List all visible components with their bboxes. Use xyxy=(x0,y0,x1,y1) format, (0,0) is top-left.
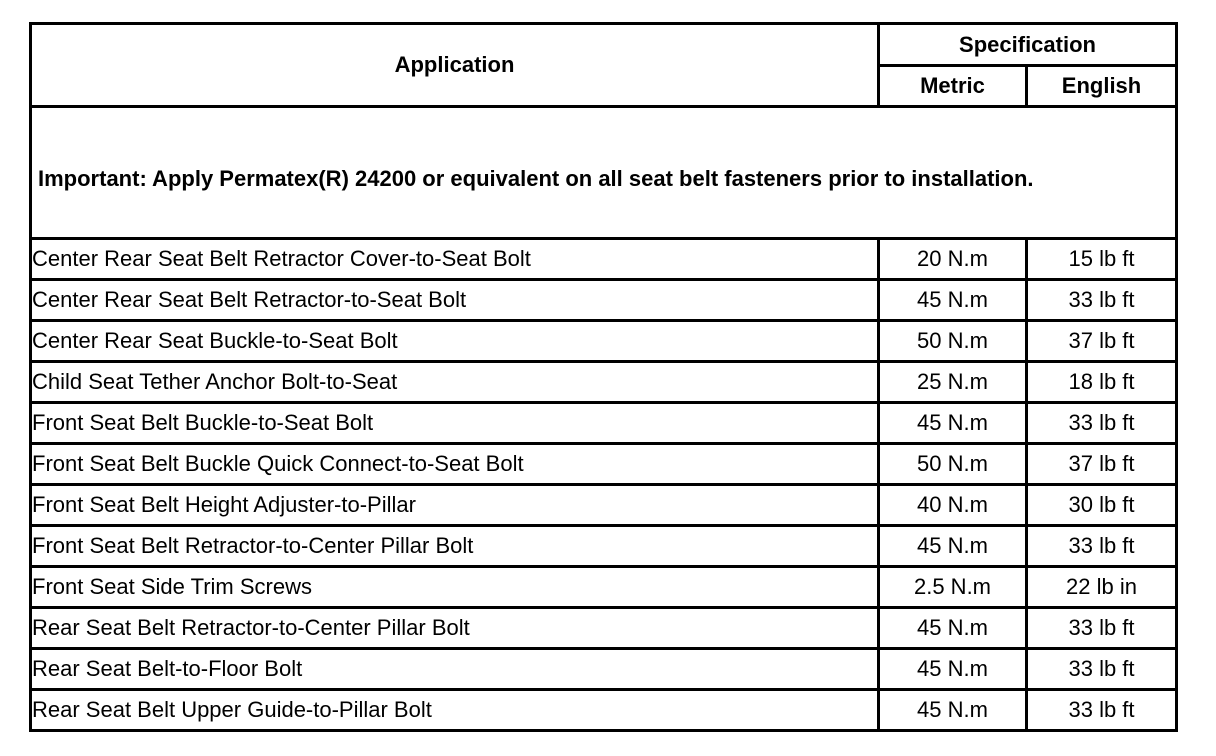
application-cell: Center Rear Seat Belt Retractor-to-Seat Bolt xyxy=(31,280,879,321)
english-cell: 33 lb ft xyxy=(1027,608,1177,649)
table-row xyxy=(31,403,1177,444)
table-row xyxy=(31,362,1177,403)
application-cell: Rear Seat Belt Retractor-to-Center Pillar Bolt xyxy=(31,608,879,649)
table-row xyxy=(31,567,1177,608)
specification-header: Specification xyxy=(879,24,1177,66)
english-cell: 22 lb in xyxy=(1027,567,1177,608)
application-cell: Rear Seat Belt-to-Floor Bolt xyxy=(31,649,879,690)
important-note-row xyxy=(31,107,1177,239)
english-cell: 33 lb ft xyxy=(1027,403,1177,444)
table-row xyxy=(31,280,1177,321)
english-cell: 37 lb ft xyxy=(1027,321,1177,362)
torque-spec-table xyxy=(29,22,1178,732)
english-cell: 30 lb ft xyxy=(1027,485,1177,526)
application-cell: Front Seat Belt Retractor-to-Center Pillar Bolt xyxy=(31,526,879,567)
table-row xyxy=(31,444,1177,485)
header-row-1 xyxy=(31,24,1177,66)
application-cell: Rear Seat Belt Upper Guide-to-Pillar Bolt xyxy=(31,690,879,731)
metric-cell: 45 N.m xyxy=(879,649,1027,690)
english-cell: 33 lb ft xyxy=(1027,649,1177,690)
important-note: Important: Apply Permatex(R) 24200 or equivalent on all seat belt fasteners prior to installation. xyxy=(31,107,1177,239)
table-row xyxy=(31,239,1177,280)
metric-cell: 40 N.m xyxy=(879,485,1027,526)
english-header: English xyxy=(1027,66,1177,107)
table-row xyxy=(31,485,1177,526)
table-row xyxy=(31,690,1177,731)
metric-cell: 45 N.m xyxy=(879,280,1027,321)
application-cell: Front Seat Belt Buckle Quick Connect-to-Seat Bolt xyxy=(31,444,879,485)
english-cell: 18 lb ft xyxy=(1027,362,1177,403)
application-header: Application xyxy=(31,24,879,107)
application-cell: Front Seat Belt Buckle-to-Seat Bolt xyxy=(31,403,879,444)
english-cell: 15 lb ft xyxy=(1027,239,1177,280)
application-cell: Child Seat Tether Anchor Bolt-to-Seat xyxy=(31,362,879,403)
application-cell: Front Seat Belt Height Adjuster-to-Pillar xyxy=(31,485,879,526)
metric-cell: 45 N.m xyxy=(879,526,1027,567)
metric-cell: 50 N.m xyxy=(879,444,1027,485)
english-cell: 33 lb ft xyxy=(1027,280,1177,321)
table-row xyxy=(31,608,1177,649)
english-cell: 33 lb ft xyxy=(1027,690,1177,731)
metric-cell: 2.5 N.m xyxy=(879,567,1027,608)
application-cell: Front Seat Side Trim Screws xyxy=(31,567,879,608)
table-row xyxy=(31,526,1177,567)
metric-cell: 45 N.m xyxy=(879,690,1027,731)
table-row xyxy=(31,321,1177,362)
metric-cell: 45 N.m xyxy=(879,608,1027,649)
english-cell: 37 lb ft xyxy=(1027,444,1177,485)
table-row xyxy=(31,649,1177,690)
english-cell: 33 lb ft xyxy=(1027,526,1177,567)
metric-cell: 25 N.m xyxy=(879,362,1027,403)
application-cell: Center Rear Seat Belt Retractor Cover-to-Seat Bolt xyxy=(31,239,879,280)
metric-header: Metric xyxy=(879,66,1027,107)
metric-cell: 45 N.m xyxy=(879,403,1027,444)
application-cell: Center Rear Seat Buckle-to-Seat Bolt xyxy=(31,321,879,362)
metric-cell: 20 N.m xyxy=(879,239,1027,280)
metric-cell: 50 N.m xyxy=(879,321,1027,362)
